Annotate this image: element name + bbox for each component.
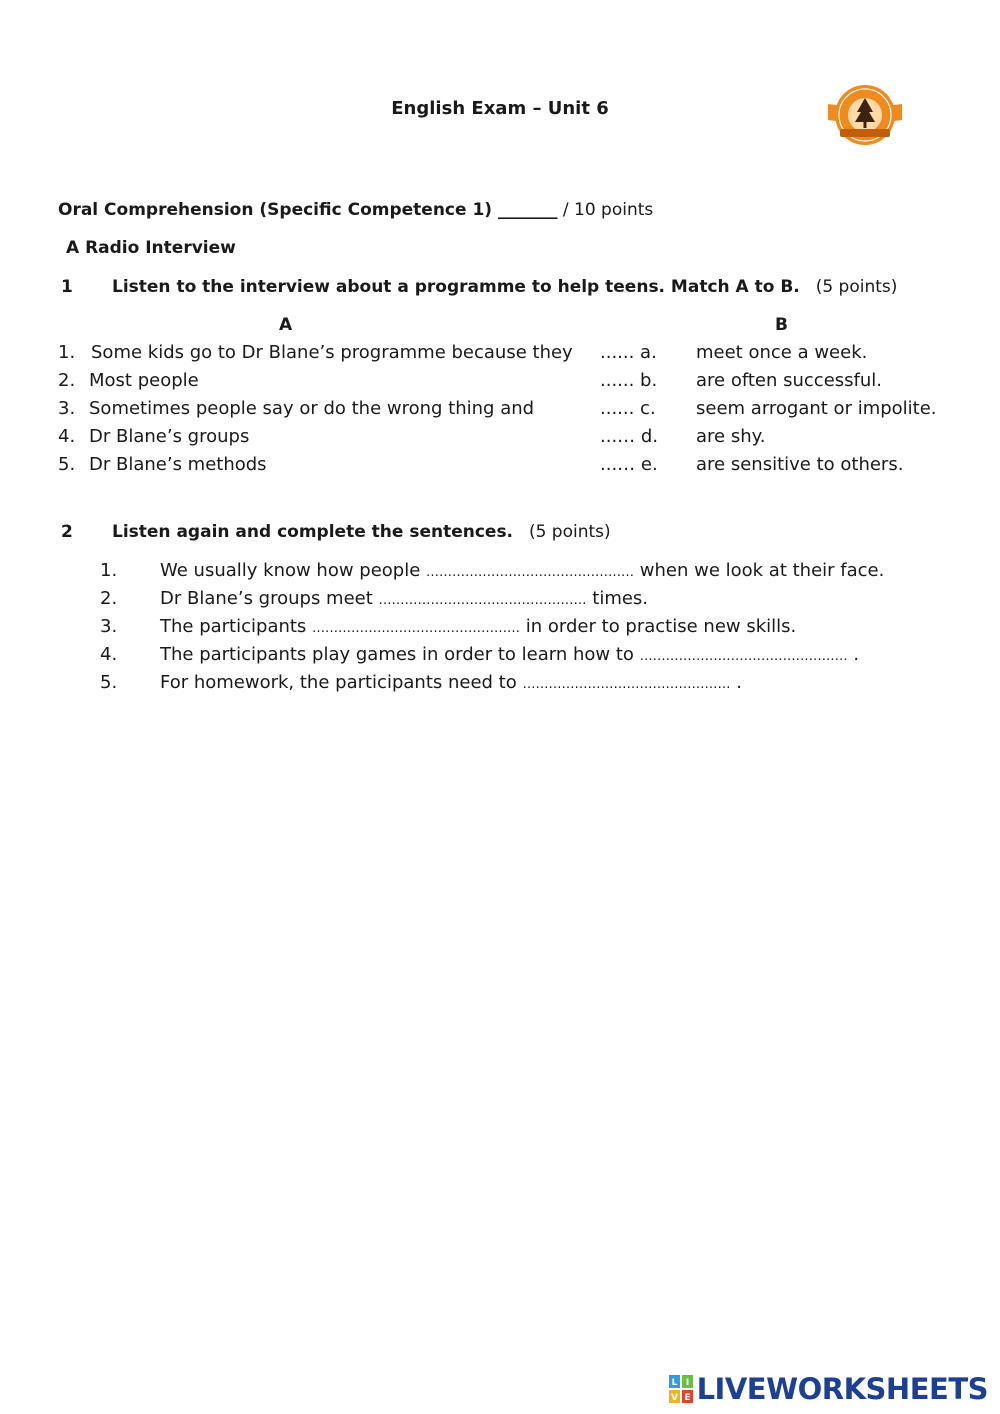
completion-item-3 — [160, 616, 796, 637]
exercise1-number: 1 — [61, 277, 73, 297]
match-row-4-b: are shy. — [696, 426, 766, 447]
match-row-4-a: Dr Blane’s groups — [89, 426, 250, 447]
completion-item-1-num: 1. — [100, 560, 118, 581]
match-row-3-blank[interactable]: ...... c. — [600, 398, 656, 419]
exercise2-points: (5 points) — [528, 522, 611, 542]
completion-item-3-num: 3. — [100, 616, 118, 637]
completion-item-2-num: 2. — [100, 588, 118, 609]
match-row-1-a: Some kids go to Dr Blane’s programme because they — [91, 342, 573, 363]
match-row-2-blank[interactable]: ...... b. — [600, 370, 658, 391]
liveworksheets-logo-icon — [669, 1375, 693, 1403]
match-row-5-a: Dr Blane’s methods — [89, 454, 267, 475]
match-row-3-num: 3. — [58, 398, 76, 419]
column-a-header: A — [279, 315, 293, 335]
completion-item-4 — [160, 644, 859, 665]
completion-item-4-before: The participants play games in order to learn how to — [160, 644, 634, 665]
exam-title: English Exam – Unit 6 — [391, 98, 609, 119]
column-b-header: B — [775, 315, 788, 335]
match-row-3-b: seem arrogant or impolite. — [696, 398, 937, 419]
section-subtitle: A Radio Interview — [66, 238, 236, 258]
liveworksheets-brand — [669, 1372, 988, 1406]
match-row-2-b: are often successful. — [696, 370, 883, 391]
completion-item-3-after: in order to practise new skills. — [525, 616, 797, 637]
completion-item-4-num: 4. — [100, 644, 118, 665]
school-logo — [826, 84, 904, 148]
match-row-2-a: Most people — [89, 370, 199, 391]
exercise2-instruction: Listen again and complete the sentences. — [112, 522, 514, 542]
match-row-1-num: 1. — [58, 342, 76, 363]
svg-text:I: I — [685, 1378, 689, 1388]
school-seal-icon — [826, 84, 904, 148]
match-row-4-blank[interactable]: ...… d. — [600, 426, 659, 447]
svg-text:E: E — [684, 1393, 691, 1403]
completion-item-5-num: 5. — [100, 672, 118, 693]
completion-item-2-before: Dr Blane’s groups meet — [160, 588, 373, 609]
match-row-5-b: are sensitive to others. — [696, 454, 904, 475]
completion-item-3-blank[interactable]: ………………………………………… — [312, 621, 521, 636]
completion-item-1-blank[interactable]: ………………………………………… — [426, 565, 635, 580]
exercise1-points: (5 points) — [815, 277, 898, 297]
match-row-5-num: 5. — [58, 454, 76, 475]
svg-text:V: V — [670, 1393, 678, 1403]
svg-text:L: L — [671, 1378, 677, 1388]
section-label: Oral Comprehension (Specific Competence 1) _______ — [58, 200, 558, 220]
completion-item-5-blank[interactable]: ………………………………………… — [522, 677, 731, 692]
completion-item-1-before: We usually know how people — [160, 560, 421, 581]
exercise1-instruction: Listen to the interview about a programme to help teens. Match A to B. — [112, 277, 800, 297]
match-row-2-num: 2. — [58, 370, 76, 391]
match-row-1-b: meet once a week. — [696, 342, 868, 363]
match-row-4-num: 4. — [58, 426, 76, 447]
exercise1-instruction-line — [112, 277, 897, 297]
section-points: / 10 points — [557, 200, 654, 220]
completion-item-2 — [160, 588, 648, 609]
completion-item-1-after: when we look at their face. — [639, 560, 885, 581]
match-row-3-a: Sometimes people say or do the wrong thing and — [89, 398, 535, 419]
liveworksheets-wordmark: LIVEWORKSHEETS — [696, 1372, 988, 1406]
completion-item-4-after: . — [853, 644, 860, 665]
completion-item-5-before: For homework, the participants need to — [160, 672, 517, 693]
completion-item-4-blank[interactable]: ………………………………………… — [639, 649, 848, 664]
exercise2-instruction-line — [112, 522, 611, 542]
completion-item-1 — [160, 560, 884, 581]
completion-item-3-before: The participants — [160, 616, 307, 637]
completion-item-2-after: times. — [592, 588, 649, 609]
exercise2-number: 2 — [61, 522, 73, 542]
section-heading — [58, 200, 653, 220]
completion-item-2-blank[interactable]: ………………………………………… — [378, 593, 587, 608]
completion-item-5 — [160, 672, 742, 693]
completion-item-5-after: . — [736, 672, 742, 693]
match-row-1-blank[interactable]: ...... a. — [600, 342, 657, 363]
match-row-5-blank[interactable]: ...… e. — [600, 454, 658, 475]
